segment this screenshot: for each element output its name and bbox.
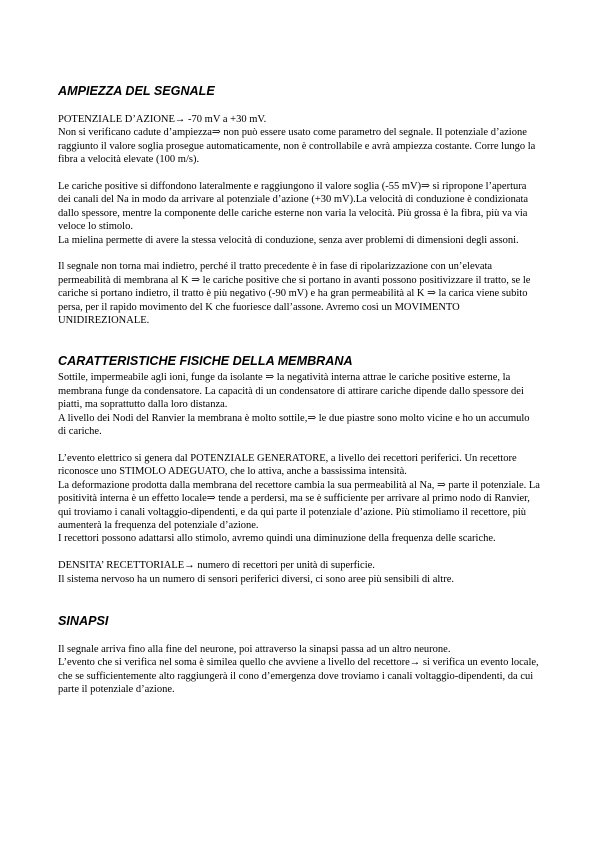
section-spacer xyxy=(58,327,540,354)
section-sinapsi xyxy=(58,614,540,697)
paragraph: L’evento elettrico si genera dal POTENZIALE GENERATORE, a livello dei recettori periferici. Un recettore riconosce uno STIMOLO ADEGUATO, che lo attiva, anche a bassissima intensità. La deformazione prodotta dalla membrana del recettore cambia la sua permeabilità al Na, ⇒ parte il potenziale. La positività interna è un effetto locale⇒ tende a perdersi, ma se è sufficiente per arrivare al primo nodo di Ranvier, qui troviamo i canali voltaggio-dipendenti, e da qui parte il potenziale d’azione. Più stimoliamo il recettore, più aumenterà la frequenza del potenziale d’azione. I recettori possono adattarsi allo stimolo, avremo quindi una diminuzione della frequenza delle scariche. xyxy=(58,452,540,545)
paragraph: Il segnale non torna mai indietro, perché il tratto precedente è in fase di ripolarizzazione con un’elevata permeabilità di membrana al K ⇒ le cariche positive che si portano in avanti possono positivizzare il tratto, se le cariche si portano indietro, il tratto è più negativo (-90 mV) e ha gran permeabilità al K ⇒ la carica viene subito persa, per il rapido movimento del K che fuoriesce dall’assone. Avremo così un MOVIMENTO UNIDIREZIONALE. xyxy=(58,261,531,327)
section-spacer xyxy=(58,586,540,614)
section-heading: CARATTERISTICHE FISICHE DELLA MEMBRANA xyxy=(58,354,353,369)
section-heading: SINAPSI xyxy=(58,613,109,628)
section-heading: AMPIEZZA DEL SEGNALE xyxy=(58,84,215,98)
paragraph: POTENZIALE D’AZIONE→ -70 mV a +30 mV. Non si verificano cadute d’ampiezza⇒ non può essere usato come parametro del segnale. Il potenziale d’azione raggiunto il valore soglia prosegue automaticamente, non è controllabile e avrà ampiezza costante. Corre lungo la fibra a velocità elevate (100 m/s). xyxy=(58,114,536,166)
paragraph: DENSITA’ RECETTORIALE→ numero di recettori per unità di superficie. Il sistema nervoso ha un numero di sensori periferici diversi, ci sono aree più sensibili di altre. xyxy=(58,560,454,585)
document-page xyxy=(58,84,540,697)
section-ampiezza-del-segnale xyxy=(58,84,540,327)
paragraph: Il segnale arriva fino alla fine del neurone, poi attraverso la sinapsi passa ad un altro neurone. L’evento che si verifica nel soma è similea quello che avviene a livello del recettore→ si verifica un evento locale, che se sufficientemente alto raggiungerà il cono d’emergenza dove troviamo i canali voltaggio-dipendenti, da cui parte il potenziale d’azione. xyxy=(58,643,539,696)
paragraph: Le cariche positive si diffondono lateralmente e raggiungono il valore soglia (-55 mV)⇒ si ripropone l’apertura dei canali del Na in modo da arrivare al potenziale d’azione (+30 mV).La velocità di conduzione è condizionata dallo spessore, mentre la componente delle cariche esterne non varia la velocità. Più grossa è la fibra, più va via veloce lo stimolo. La mielina permette di avere la stessa velocità di conduzione, senza aver problemi di dimensioni degli assoni. xyxy=(58,181,529,246)
paragraph: Sottile, impermeabile agli ioni, funge da isolante ⇒ la negatività interna attrae le cariche positive esterne, la membrana funge da condensatore. La capacità di un condensatore di attirare cariche dipende dallo spessore dei piatti, ma soprattutto dalla loro distanza. A livello dei Nodi del Ranvier la membrana è molto sottile,⇒ le due piastre sono molto vicine e ho un accumulo di cariche. xyxy=(58,372,530,438)
section-caratteristiche-fisiche xyxy=(58,354,540,585)
